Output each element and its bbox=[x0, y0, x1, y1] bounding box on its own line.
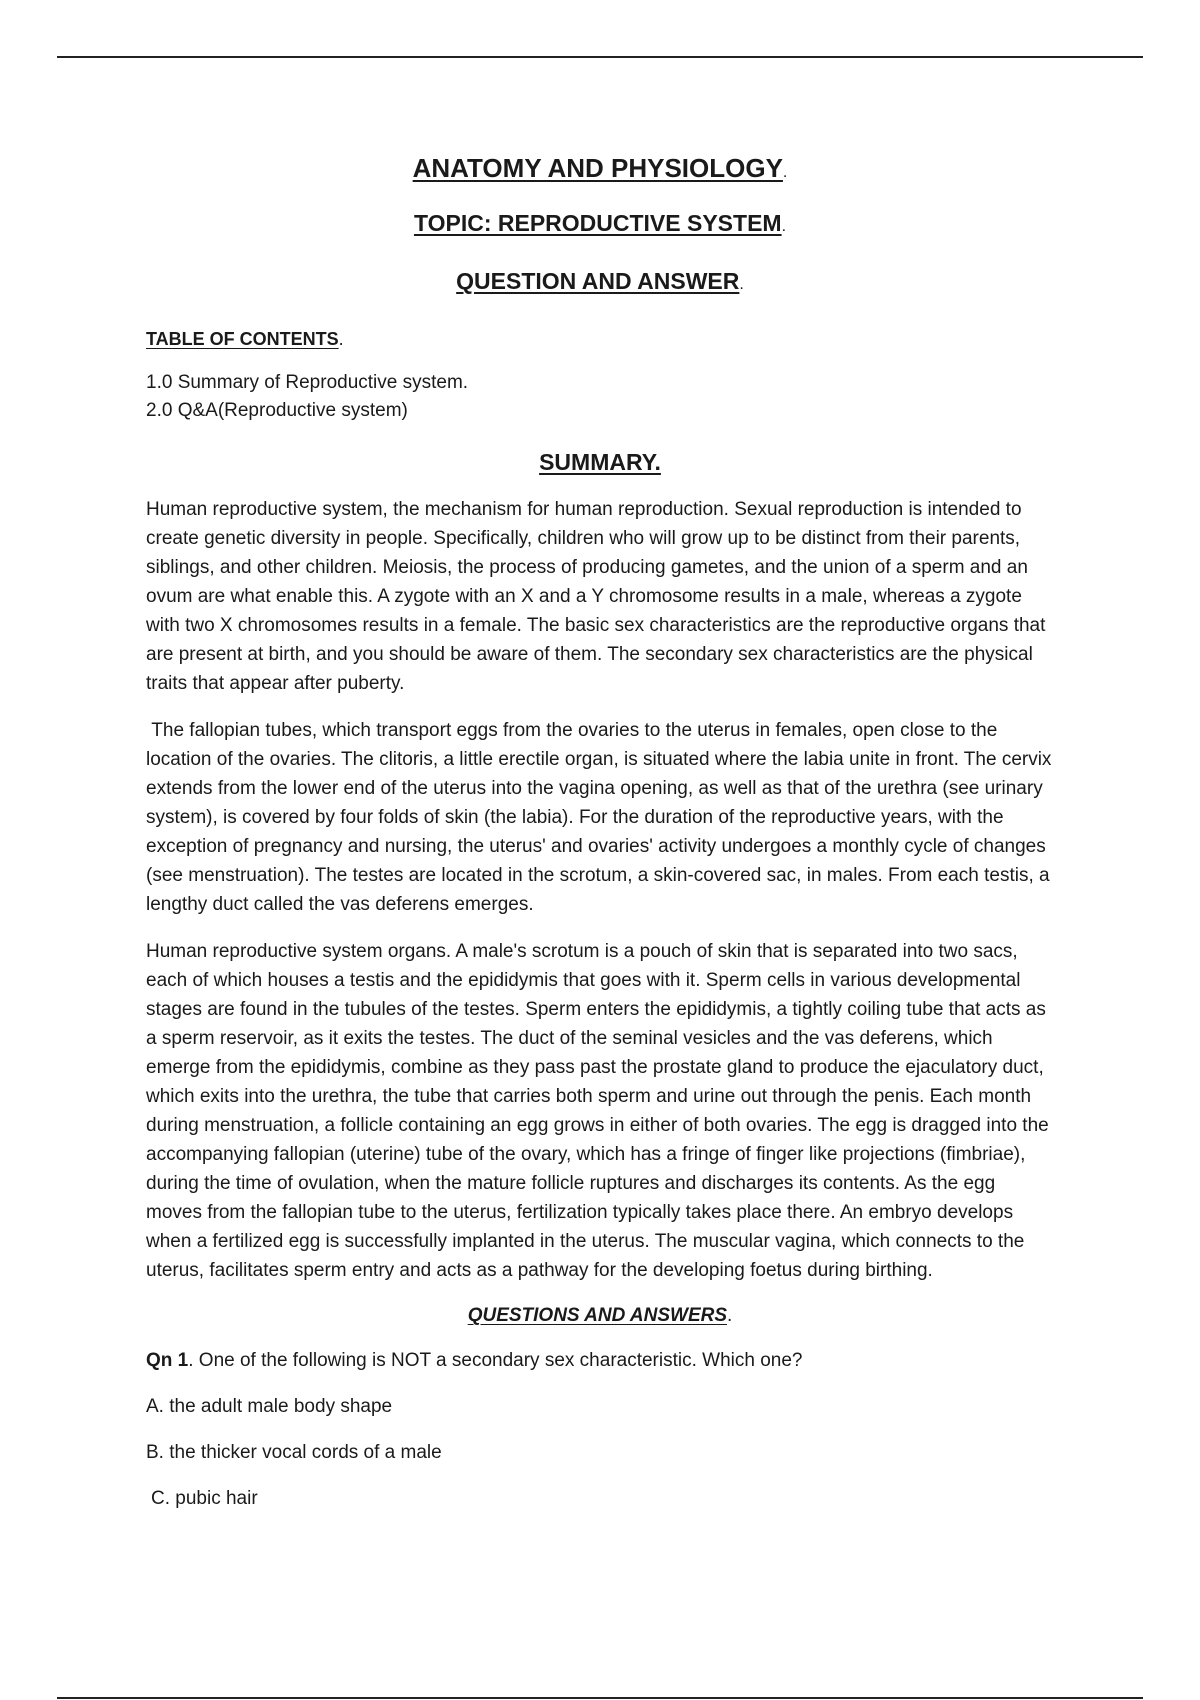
toc-list bbox=[146, 369, 1054, 425]
toc-heading: TABLE OF CONTENTS. bbox=[146, 329, 344, 349]
toc-item: 2.0 Q&A(Reproductive system) bbox=[146, 400, 408, 421]
document-body bbox=[146, 130, 1057, 1513]
summary-heading: SUMMARY. bbox=[539, 449, 661, 475]
question-text: . One of the following is NOT a secondary sex characteristic. Which one? bbox=[188, 1350, 803, 1371]
summary-paragraph: The fallopian tubes, which transport eggs from the ovaries to the uterus in females, open close to the location of the ovaries. The clitoris, a little erectile organ, is situated where the labia unite in front. The cervix extends from the lower end of the uterus into the vagina opening, as well as that of the urethra (see urinary system), is covered by four folds of skin (the labia). For the duration of the reproductive years, with the exception of pregnancy and nursing, the uterus' and ovaries' activity undergoes a monthly cycle of changes (see menstruation). The testes are located in the scrotum, a skin-covered sac, in males. From each testis, a lengthy duct called the vas deferens emerges. bbox=[146, 720, 1057, 915]
bottom-rule bbox=[57, 1697, 1143, 1699]
top-rule bbox=[57, 56, 1143, 58]
document-title: ANATOMY AND PHYSIOLOGY. bbox=[412, 153, 788, 183]
question-answer-title: QUESTION AND ANSWER. bbox=[456, 268, 744, 294]
summary-paragraph: Human reproductive system organs. A male's scrotum is a pouch of skin that is separated into two sacs, each of which houses a testis and the epididymis that goes with it. Sperm cells in various developmental stages are found in the tubules of the testes. Sperm enters the epididymis, a tightly coiling tube that acts as a sperm reservoir, as it exits the testes. The duct of the seminal vesicles and the vas deferens, which emerge from the epididymis, combine as they pass past the prostate gland to produce the ejaculatory duct, which exits into the urethra, the tube that carries both sperm and urine out through the penis. Each month during menstruation, a follicle containing an egg grows in either of both ovaries. The egg is dragged into the accompanying fallopian (uterine) tube of the ovary, which has a fringe of finger like projections (fimbriae), during the time of ovulation, when the mature follicle ruptures and discharges its contents. As the egg moves from the fallopian tube to the uterus, fertilization typically takes place there. An embryo develops when a fertilized egg is successfully implanted in the uterus. The muscular vagina, which connects to the uterus, facilitates sperm entry and acts as a pathway for the developing foetus during birthing. bbox=[146, 941, 1049, 1281]
option-b: B. the thicker vocal cords of a male bbox=[146, 1442, 442, 1463]
qa-heading: QUESTIONS AND ANSWERS. bbox=[467, 1305, 733, 1326]
question-label: Qn 1 bbox=[146, 1350, 189, 1371]
option-c: C. pubic hair bbox=[151, 1488, 258, 1509]
topic-title: TOPIC: REPRODUCTIVE SYSTEM. bbox=[413, 210, 787, 236]
summary-paragraph: Human reproductive system, the mechanism for human reproduction. Sexual reproduction is intended to create genetic diversity in people. Specifically, children who will grow up to be distinct from their parents, siblings, and other children. Meiosis, the process of producing gametes, and the union of a sperm and an ovum are what enable this. A zygote with an X and a Y chromosome results in a male, whereas a zygote with two X chromosomes results in a female. The basic sex characteristics are the reproductive organs that are present at birth, and you should be aware of them. The secondary sex characteristics are the physical traits that appear after puberty. bbox=[146, 499, 1046, 694]
option-a: A. the adult male body shape bbox=[146, 1396, 393, 1417]
question-1 bbox=[146, 1347, 1054, 1375]
toc-item: 1.0 Summary of Reproductive system. bbox=[146, 372, 469, 393]
